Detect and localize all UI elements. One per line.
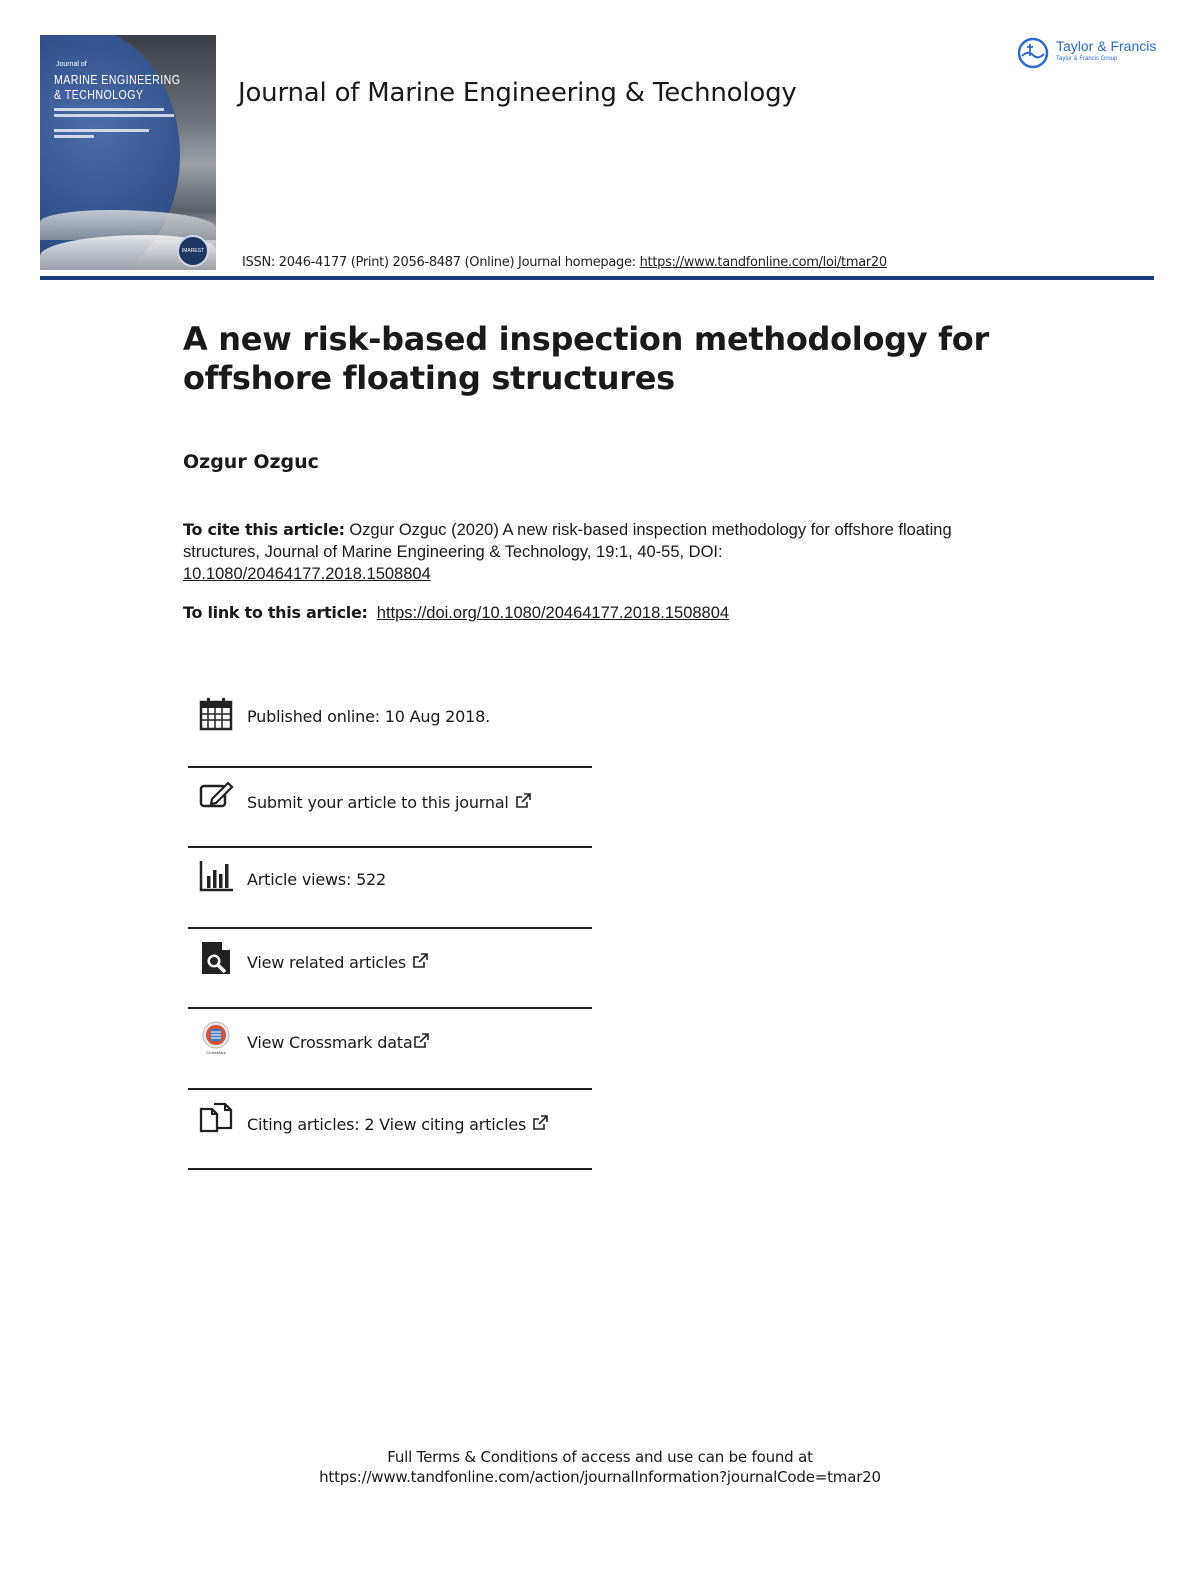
cover-text-line — [54, 129, 149, 132]
publisher-tagline: Taylor & Francis Group — [1056, 56, 1118, 62]
citing-label: Citing articles: 2 View citing articles — [247, 1115, 527, 1134]
cite-label: To cite this article: — [183, 520, 345, 539]
divider — [188, 846, 592, 848]
article-views: Article views: 522 — [247, 870, 387, 889]
crossmark-link[interactable] — [247, 1033, 429, 1052]
citing-articles-link[interactable] — [247, 1115, 548, 1134]
article-author: Ozgur Ozguc — [183, 451, 319, 473]
divider — [188, 766, 592, 768]
crossmark-badge-text: CrossMark — [206, 1050, 226, 1055]
submit-article-link[interactable] — [247, 793, 531, 812]
citing-documents-icon — [198, 1101, 234, 1137]
published-row — [188, 696, 592, 736]
divider — [188, 1088, 592, 1090]
citation-block — [183, 519, 953, 585]
article-title: A new risk-based inspection methodology for offshore floating structures — [183, 320, 989, 397]
footer-terms — [0, 1447, 1200, 1487]
article-link-block — [183, 603, 729, 623]
article-doi-url-link[interactable]: https://doi.org/10.1080/20464177.2018.1508804 — [376, 604, 730, 622]
views-row — [188, 858, 592, 898]
taylor-francis-logo-icon — [1016, 36, 1052, 70]
cover-society-badge: IMAREST — [177, 235, 209, 267]
cover-text-line — [54, 114, 174, 117]
external-link-icon — [413, 1033, 429, 1049]
header-rule — [40, 276, 1154, 280]
issn-line — [242, 255, 887, 270]
cover-text-line — [54, 108, 164, 111]
external-link-icon — [532, 1115, 548, 1131]
divider — [188, 1007, 592, 1009]
publisher-name: Taylor & Francis — [1056, 38, 1157, 54]
citing-row[interactable] — [188, 1101, 592, 1141]
divider — [188, 1168, 592, 1170]
document-search-icon — [198, 940, 234, 976]
edit-icon — [198, 778, 234, 814]
crossmark-row[interactable] — [188, 1020, 592, 1064]
link-label: To link to this article: — [183, 603, 368, 622]
crossmark-label: View Crossmark data — [247, 1033, 413, 1052]
submit-label: Submit your article to this journal — [247, 793, 509, 812]
publisher-logo[interactable] — [1016, 36, 1156, 70]
cover-title-line2: & TECHNOLOGY — [54, 87, 144, 102]
cite-doi-link[interactable]: 10.1080/20464177.2018.1508804 — [183, 565, 431, 583]
cover-title-line1: MARINE ENGINEERING — [54, 72, 181, 87]
journal-title: Journal of Marine Engineering & Technology — [238, 78, 797, 108]
external-link-icon — [412, 953, 428, 969]
published-date: Published online: 10 Aug 2018. — [247, 707, 490, 726]
journal-homepage-link[interactable]: https://www.tandfonline.com/loi/tmar20 — [639, 255, 887, 270]
bar-chart-icon — [198, 858, 234, 894]
issn-text: ISSN: 2046-4177 (Print) 2056-8487 (Online) Journal homepage: — [242, 255, 640, 270]
related-label: View related articles — [247, 953, 407, 972]
footer-line1: Full Terms & Conditions of access and use can be found at — [387, 1448, 813, 1466]
journal-cover-image — [40, 35, 216, 270]
footer-terms-url[interactable]: https://www.tandfonline.com/action/journalInformation?journalCode=tmar20 — [319, 1468, 881, 1486]
cover-text-line — [54, 135, 94, 138]
calendar-icon — [198, 696, 234, 732]
submit-row[interactable] — [188, 778, 592, 818]
crossmark-icon — [198, 1020, 234, 1056]
cite-text: Ozgur Ozguc (2020) A new risk-based inspection methodology for offshore floating structures, Journal of Marine Engineering & Technology, 19:1, 40-55, DOI: — [183, 521, 952, 561]
divider — [188, 927, 592, 929]
related-articles-link[interactable] — [247, 953, 428, 972]
external-link-icon — [515, 793, 531, 809]
related-row[interactable] — [188, 940, 592, 980]
cover-journal-of: Journal of — [56, 61, 87, 68]
